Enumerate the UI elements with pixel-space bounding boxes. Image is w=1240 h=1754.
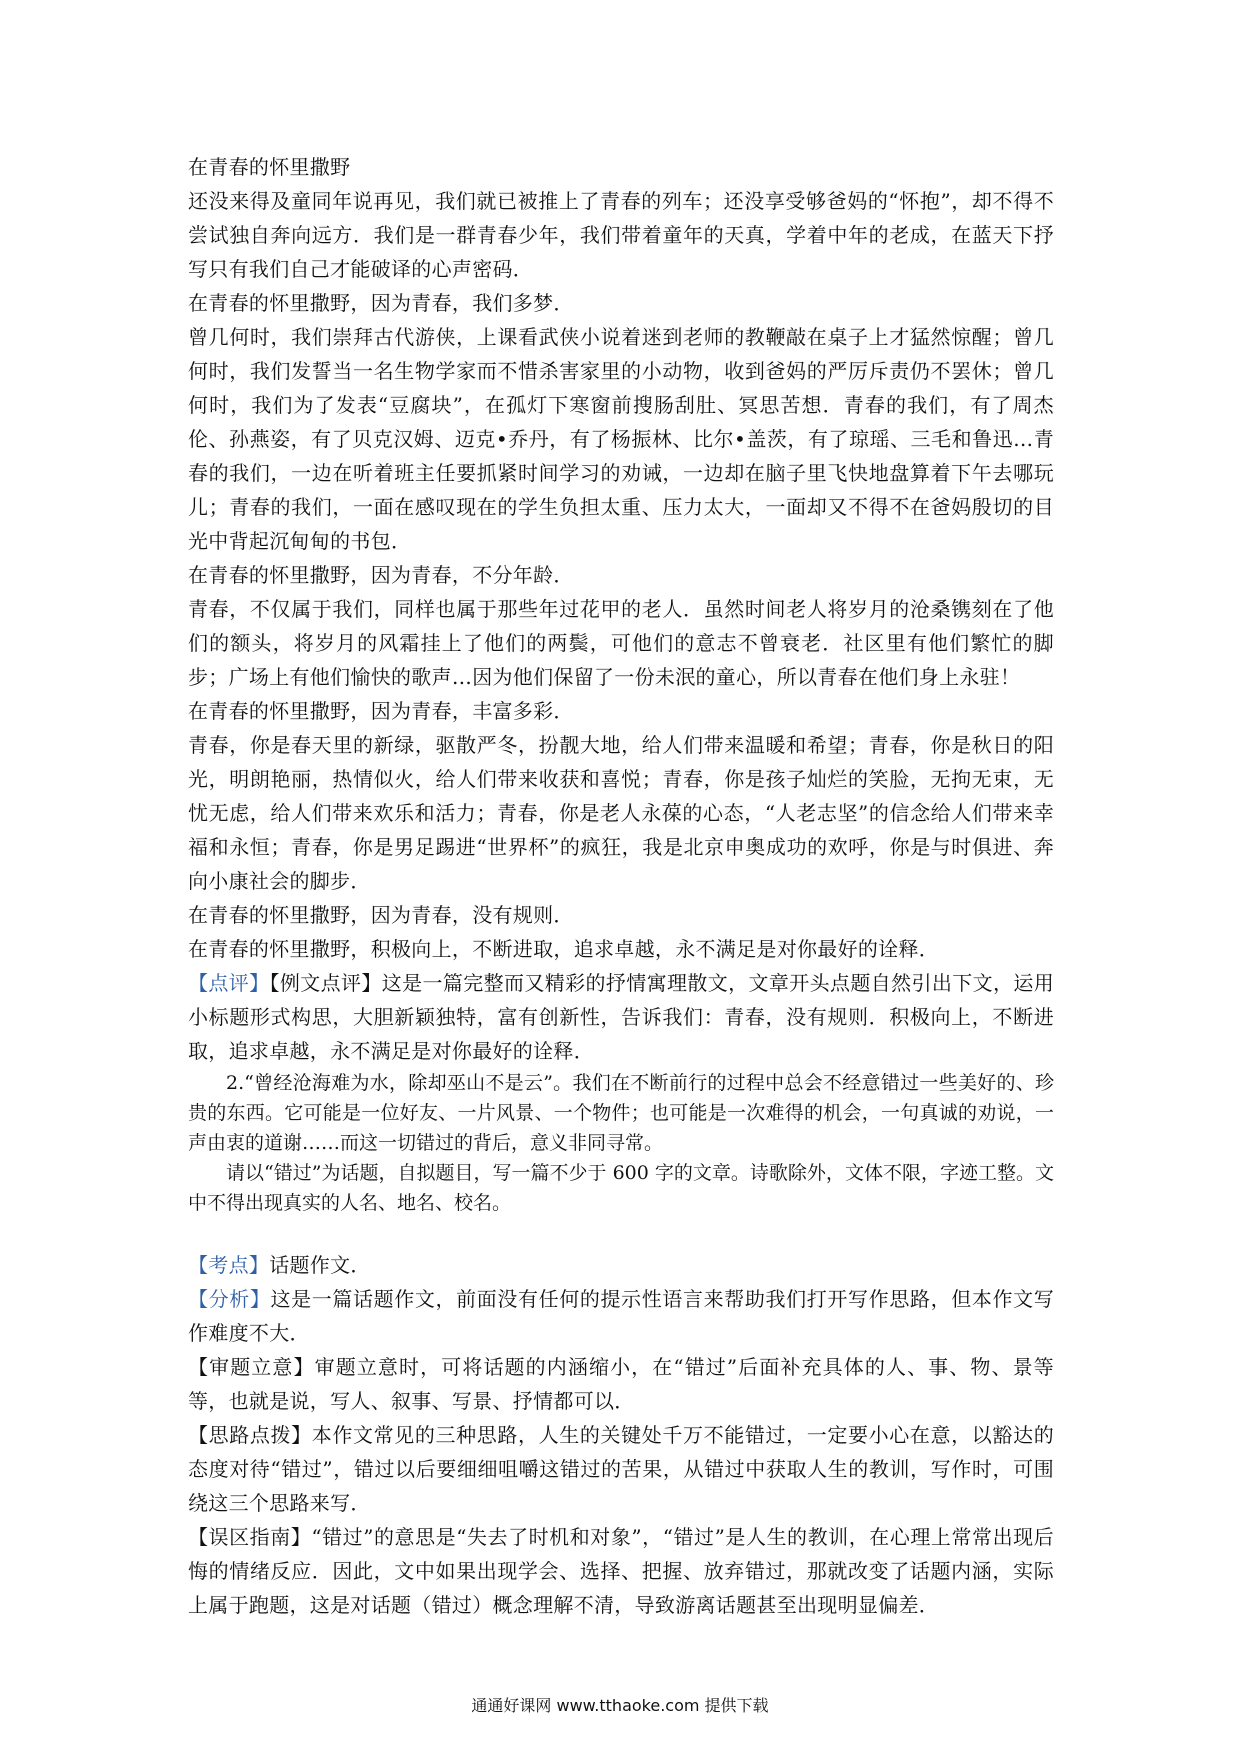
essay-paragraph: 曾几何时，我们崇拜古代游侠，上课看武侠小说着迷到老师的教鞭敲在桌子上才猛然惊醒；曾几何时，我们发誓当一名生物学家而不惜杀害家里的小动物，收到爸妈的严厉斥责仍不罢休；曾几何时，我们为了发表“豆腐块”，在孤灯下寒窗前搜肠刮肚、冥思苦想．青春的我们，有了周杰伦、孙燕姿，有了贝克汉姆、迈克•乔丹，有了杨振林、比尔•盖茨，有了琼瑶、三毛和鲁迅…青春的我们，一边在听着班主任要抓紧时间学习的劝诫，一边却在脑子里飞快地盘算着下午去哪玩儿；青春的我们，一面在感叹现在的学生负担太重、压力太大，一面却又不得不在爸妈殷切的目光中背起沉甸甸的书包．: [188, 325, 1054, 553]
essay-paragraph: 青春，不仅属于我们，同样也属于那些年过花甲的老人．虽然时间老人将岁月的沧桑镌刻在了他们的额头，将岁月的风霜挂上了他们的两鬓，可他们的意志不曾衰老．社区里有他们繁忙的脚步；广场上有他们愉快的歌声…因为他们保留了一份未泯的童心，所以青春在他们身上永驻！: [188, 597, 1054, 689]
page-footer: 通通好课网 www.tthaoke.com 提供下载: [471, 1696, 769, 1715]
essay-subheading: 在青春的怀里撒野，因为青春，没有规则．: [188, 903, 574, 927]
question-requirement: 请以“错过”为话题，自拟题目，写一篇不少于 600 字的文章。诗歌除外，文体不限，字迹工整。文中不得出现真实的人名、地名、校名。: [188, 1162, 1054, 1214]
essay-paragraph: 青春，你是春天里的新绿，驱散严冬，扮靓大地，给人们带来温暖和希望；青春，你是秋日的阳光，明朗艳丽，热情似火，给人们带来收获和喜悦；青春，你是孩子灿烂的笑脸，无拘无束，无忧无虑，给人们带来欢乐和活力；青春，你是老人永葆的心态，“人老志坚”的信念给人们带来幸福和永恒；青春，你是男足踢进“世界杯”的疯狂，我是北京申奥成功的欢呼，你是与时俱进、奔向小康社会的脚步．: [188, 733, 1054, 893]
wuqu-paragraph: 【误区指南】“错过”的意思是“失去了时机和对象”，“错过”是人生的教训，在心理上常常出现后悔的情绪反应．因此，文中如果出现学会、选择、把握、放弃错过，那就改变了话题内涵，实际上属于跑题，这是对话题（错过）概念理解不清，导致游离话题甚至出现明显偏差．: [188, 1525, 1054, 1617]
review-text: 【例文点评】这是一篇完整而又精彩的抒情寓理散文，文章开头点题自然引出下文，运用小标题形式构思，大胆新颖独特，富有创新性，告诉我们：青春，没有规则．积极向上，不断进取，追求卓越，永不满足是对你最好的诠释．: [188, 971, 1054, 1063]
shenti-paragraph: 【审题立意】审题立意时，可将话题的内涵缩小，在“错过”后面补充具体的人、事、物、景等等，也就是说，写人、叙事、写景、抒情都可以．: [188, 1355, 1054, 1413]
fenxi-paragraph: [188, 1282, 1054, 1350]
kaodian-paragraph: [188, 1248, 1054, 1282]
review-tag: 【点评】: [188, 971, 270, 995]
essay-subheading: 在青春的怀里撒野，因为青春，丰富多彩．: [188, 699, 574, 723]
essay-title: 在青春的怀里撒野: [188, 155, 351, 179]
document-body: [188, 150, 1054, 1622]
kaodian-text: 话题作文．: [269, 1253, 371, 1277]
silu-paragraph: 【思路点拨】本作文常见的三种思路，人生的关键处千万不能错过，一定要小心在意，以豁达的态度对待“错过”，错过以后要细细咀嚼这错过的苦果，从错过中获取人生的教训，写作时，可围绕这三个思路来写．: [188, 1423, 1054, 1515]
kaodian-tag: 【考点】: [188, 1253, 270, 1277]
question-section: [188, 1068, 1054, 1218]
essay-paragraph: 还没来得及童同年说再见，我们就已被推上了青春的列车；还没享受够爸妈的“怀抱”，却不得不尝试独自奔向远方．我们是一群青春少年，我们带着童年的天真，学着中年的老成，在蓝天下抒写只有我们自己才能破译的心声密码．: [188, 189, 1054, 281]
blank-line: [188, 1218, 1054, 1248]
fenxi-tag: 【分析】: [188, 1287, 271, 1311]
fenxi-text: 这是一篇话题作文，前面没有任何的提示性语言来帮助我们打开写作思路，但本作文写作难度不大．: [188, 1287, 1054, 1345]
question-prompt: 2.“曾经沧海难为水，除却巫山不是云”。我们在不断前行的过程中总会不经意错过一些美好的、珍贵的东西。它可能是一位好友、一片风景、一个物件；也可能是一次难得的机会，一句真诚的劝说，一声由衷的道谢……而这一切错过的背后，意义非同寻常。: [188, 1072, 1054, 1154]
essay-subheading: 在青春的怀里撒野，因为青春，我们多梦．: [188, 291, 574, 315]
essay-subheading: 在青春的怀里撒野，因为青春，不分年龄．: [188, 563, 574, 587]
essay-conclusion: 在青春的怀里撒野，积极向上，不断进取，追求卓越，永不满足是对你最好的诠释．: [188, 937, 940, 961]
analysis-section: [188, 1248, 1054, 1622]
review-paragraph: [188, 966, 1054, 1068]
essay-section: [188, 150, 1054, 1068]
